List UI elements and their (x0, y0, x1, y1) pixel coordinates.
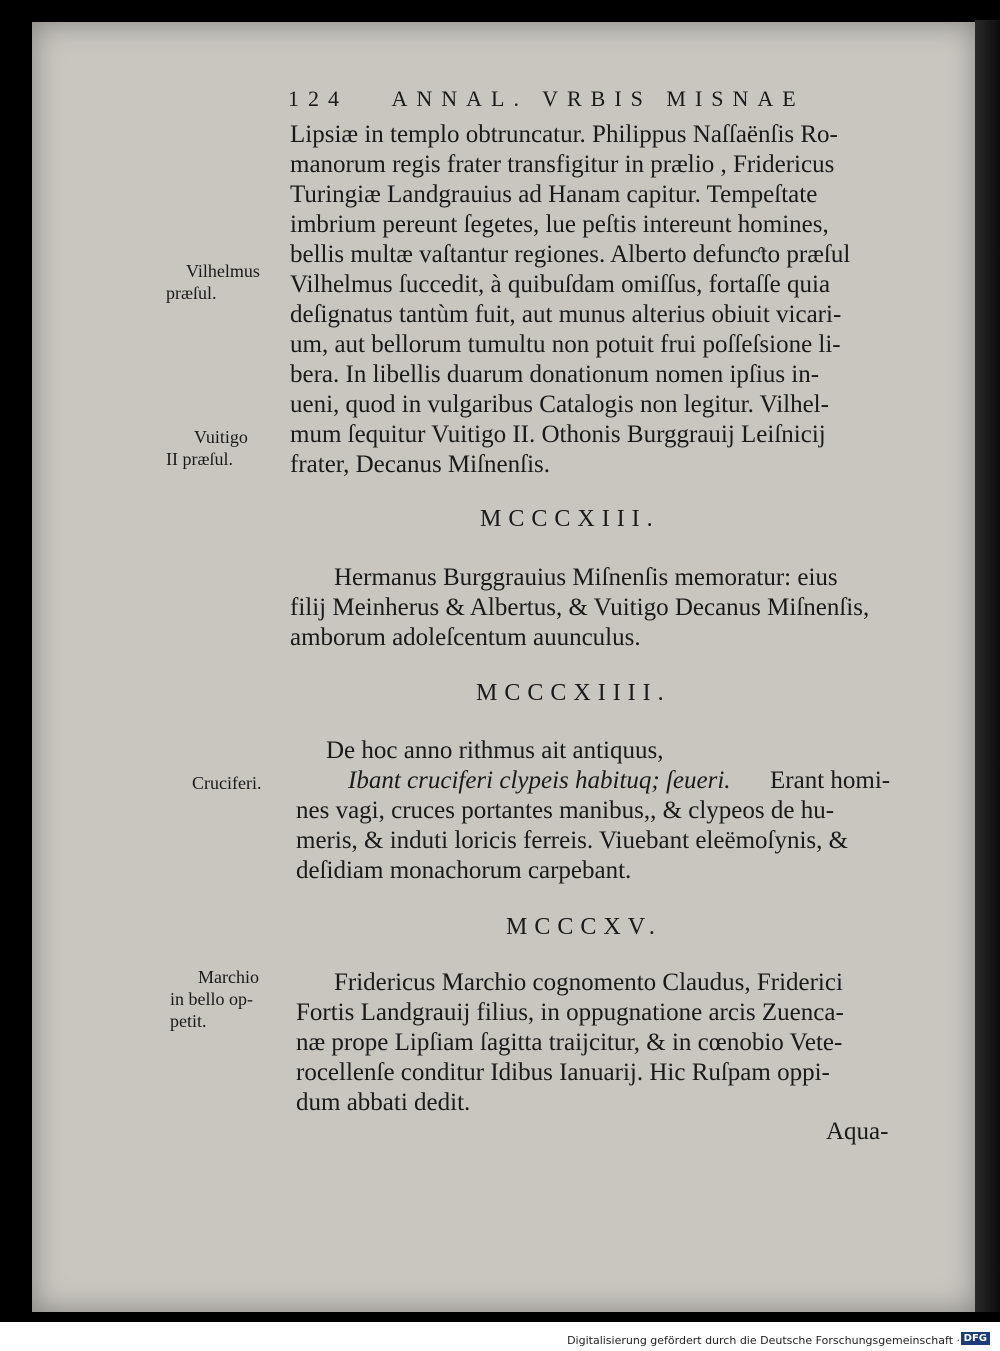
text-line: bellis multæ vaſtantur regiones. Alberto defunƈto præſul (290, 241, 851, 268)
text-line: bera. In libellis duarum donationum nomen ipſius in- (290, 361, 820, 388)
marginal-note: Cruciferi. (192, 773, 262, 793)
marginal-note: in bello op- (170, 989, 253, 1009)
text-line: Hermanus Burggrauius Miſnenſis memoratur: eius (334, 564, 838, 591)
text-line: Turingiæ Landgrauius ad Hanam capitur. Tempeſtate (290, 181, 818, 208)
dfg-logo: DFG (961, 1332, 990, 1345)
text-line: amborum adoleſcentum auunculus. (290, 624, 641, 651)
catchword: Aqua- (826, 1118, 889, 1145)
verse-line: Ibant cruciferi clypeis habituq; ſeueri. (348, 767, 731, 794)
text-line: nes vagi, cruces portantes manibus,, & clypeos de hu- (296, 797, 835, 824)
text-line: imbrium pereunt ſegetes, lue peſtis intereunt homines, (290, 211, 829, 238)
text-line: deſignatus tantùm fuit, aut munus alterius obiuit vicari- (290, 301, 842, 328)
text-line: næ prope Lipſiam ſagitta traijcitur, & in cœnobio Vete- (296, 1029, 843, 1056)
text-line: mum ſequitur Vuitigo II. Othonis Burggrauij Leiſnicij (290, 421, 826, 448)
text-line: Fridericus Marchio cognomento Claudus, Friderici (334, 969, 843, 996)
text-line: rocellenſe conditur Idibus Ianuarij. Hic Ruſpam oppi- (296, 1059, 830, 1086)
marginal-note: II præſul. (166, 449, 233, 469)
text-line: Vilhelmus ſuccedit, à quibuſdam omiſſus, fortaſſe quia (290, 271, 831, 298)
text-line: deſidiam monachorum carpebant. (296, 857, 632, 884)
text-line: meris, & induti loricis ferreis. Viuebant eleëmoſynis, & (296, 827, 849, 854)
running-header (288, 86, 805, 112)
running-head-title: ANNAL. VRBIS MISNAE (391, 86, 805, 111)
page-number: 124 (288, 86, 348, 111)
year-heading: MCCCXIII. (480, 506, 660, 532)
marginal-note: Vuitigo (194, 427, 248, 447)
marginal-note: petit. (170, 1011, 207, 1031)
book-binding-edge (975, 20, 1000, 1312)
text-line: filij Meinherus & Albertus, & Vuitigo Decanus Miſnenſis, (290, 594, 870, 621)
text-line: um, aut bellorum tumultu non potuit frui poſſeſsione li- (290, 331, 841, 358)
text-line: dum abbati dedit. (296, 1089, 471, 1116)
text-line: ueni, quod in vulgaribus Catalogis non legitur. Vilhel- (290, 391, 829, 418)
year-heading: MCCCXV. (506, 914, 662, 940)
marginal-note: Vilhelmus (186, 261, 260, 281)
marginal-note: præſul. (166, 283, 217, 303)
text-line: Fortis Landgrauij filius, in oppugnatione arcis Zuenca- (296, 999, 844, 1026)
text-line: De hoc anno rithmus ait antiquus, (326, 737, 664, 764)
marginal-note: Marchio (198, 967, 259, 987)
footer-credit: Digitalisierung gefördert durch die Deutsche Forschungsgemeinschaft · (567, 1334, 960, 1347)
text-line: Erant homi- (770, 767, 891, 794)
year-heading: MCCCXIIII. (476, 680, 671, 706)
text-line: manorum regis frater transfigitur in prælio , Fridericus (290, 151, 835, 178)
text-line: Lipsiæ in templo obtruncatur. Philippus Naſſaënſis Ro- (290, 121, 838, 148)
text-line: frater, Decanus Miſnenſis. (290, 451, 551, 478)
